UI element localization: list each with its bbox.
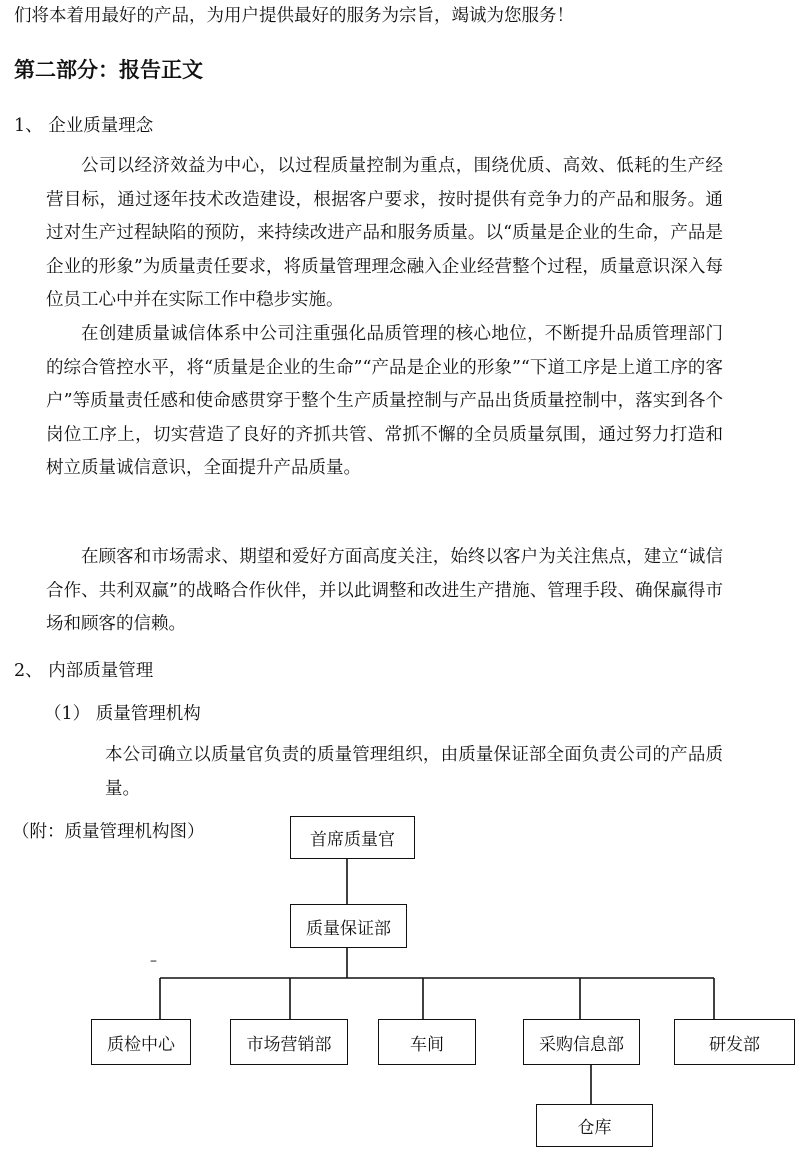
org-node-inspection-center: 质检中心 bbox=[91, 1019, 191, 1065]
paragraph-1: 公司以经济效益为中心，以过程质量控制为重点，围绕优质、高效、低耗的生产经营目标，通过逐年技术改造建设，根据客户要求，按时提供有竞争力的产品和服务。通过对生产过程缺陷的预防，来持续改进产品和服务质量。以“质量是企业的生命，产品是企业的形象”为质量责任要求，将质量管理理念融入企业经营整个过程，质量意识深入每位员工心中并在实际工作中稳步实施。 bbox=[46, 156, 723, 310]
org-node-warehouse: 仓库 bbox=[536, 1104, 653, 1147]
top-line: 们将本着用最好的产品，为用户提供最好的服务为宗旨，竭诚为您服务！ bbox=[14, 6, 574, 26]
subsection-1-heading: （1） 质量管理机构 bbox=[44, 704, 201, 724]
stray-mark: – bbox=[150, 953, 157, 969]
item-2-heading: 2、 内部质量管理 bbox=[14, 661, 154, 681]
item-1-heading: 1、 企业质量理念 bbox=[14, 116, 154, 136]
org-node-workshop: 车间 bbox=[378, 1019, 476, 1065]
paragraph-3: 在顾客和市场需求、期望和爱好方面高度关注，始终以客户为关注焦点，建立“诚信合作、共利双赢”的战略合作伙伴，并以此调整和改进生产措施、管理手段、确保赢得市场和顾客的信赖。 bbox=[46, 547, 723, 634]
org-node-marketing: 市场营销部 bbox=[230, 1019, 348, 1065]
org-node-quality-assurance: 质量保证部 bbox=[290, 904, 407, 948]
paragraph-2: 在创建质量诚信体系中公司注重强化品质管理的核心地位，不断提升品质管理部门的综合管控水平，将“质量是企业的生命”“产品是企业的形象”“下道工序是上道工序的客户”等质量责任感和使命感贯穿于整个生产质量控制与产品出货质量控制中，落实到各个岗位工序上，切实营造了良好的齐抓共管、常抓不懈的全员质量氛围，通过努力打造和树立质量诚信意识，全面提升产品质量。 bbox=[46, 324, 723, 478]
org-chart-caption: （附：质量管理机构图） bbox=[12, 822, 205, 842]
org-node-chief-quality-officer: 首席质量官 bbox=[290, 816, 415, 859]
paragraph-4: 本公司确立以质量官负责的质量管理组织，由质量保证部全面负责公司的产品质量。 bbox=[105, 745, 723, 799]
org-node-procurement: 采购信息部 bbox=[523, 1019, 640, 1065]
section-title: 第二部分：报告正文 bbox=[14, 58, 203, 82]
org-node-rd: 研发部 bbox=[674, 1019, 795, 1065]
